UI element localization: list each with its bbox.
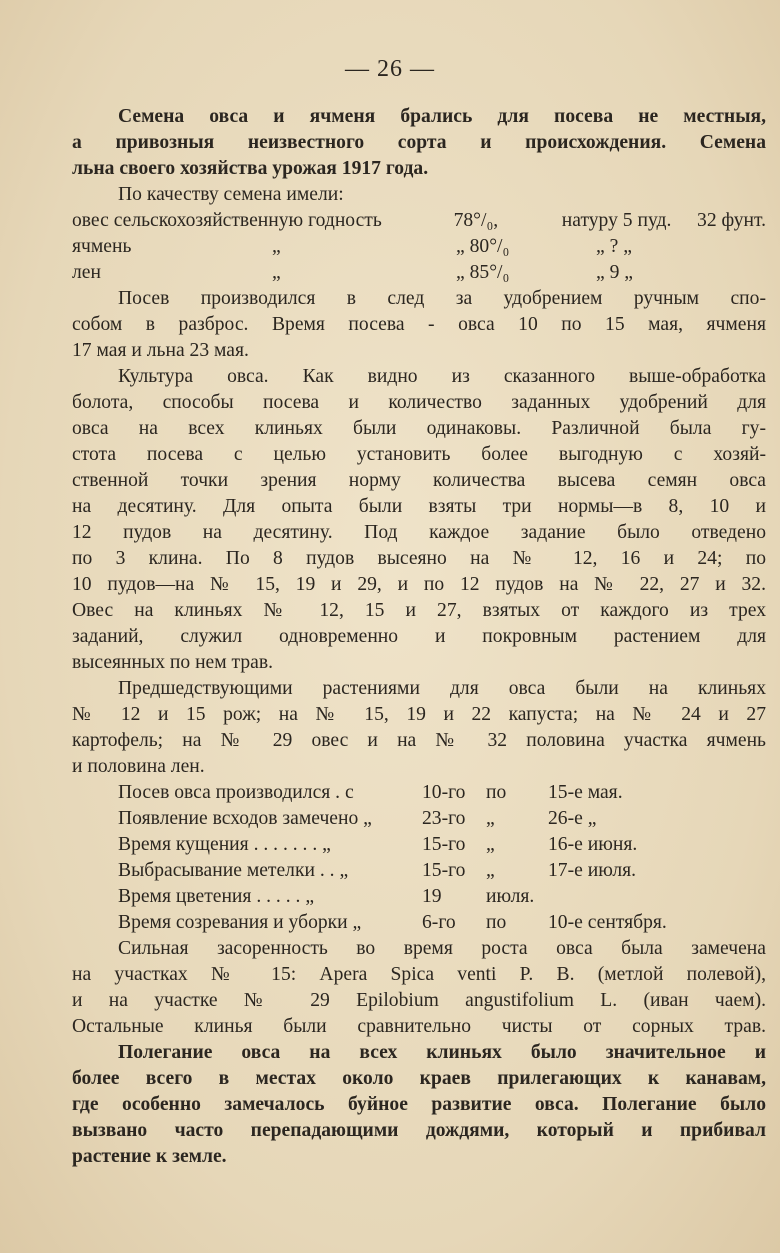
schedule-sep: по	[486, 912, 507, 933]
schedule-from: 15-го	[422, 860, 466, 881]
text-line: Посев производился в след за удобрением ручным спо-	[118, 288, 766, 309]
table-cell: 32 фунт.	[697, 210, 766, 231]
paragraph-sowing	[72, 286, 766, 364]
text-line: собом в разброс. Время посева - овса 10 по 15 мая, ячменя	[72, 314, 766, 335]
table-cell: овес сельскохозяйственную годность	[72, 210, 382, 231]
schedule-row	[118, 832, 766, 858]
text-line: Овес на клиньях № 12, 15 и 27, взятых от каждого из трех	[72, 600, 766, 621]
schedule-row	[118, 806, 766, 832]
text-line: вызвано часто перепадающими дождями, который и прибивал	[72, 1120, 766, 1141]
schedule-stage: Выбрасывание метелки . . „	[118, 860, 349, 881]
table-cell: 78°/₀,	[453, 210, 499, 231]
schedule-from: 23-го	[422, 808, 466, 829]
text-line: 12 пудов на десятину. Под каждое задание было отведено	[72, 522, 766, 543]
text-line: Семена овса и ячменя брались для посева не местныя,	[118, 106, 766, 127]
text-line: а привозныя неизвестного сорта и происхождения. Семена	[72, 132, 766, 153]
table-cell: ячмень	[72, 236, 132, 257]
schedule-stage: Время кущения . . . . . . . „	[118, 834, 331, 855]
text-line: 10 пудов—на № 15, 19 и 29, и по 12 пудов на № 22, 27 и 32.	[72, 574, 766, 595]
text-line: на десятину. Для опыта были взяты три нормы—в 8, 10 и	[72, 496, 766, 517]
table-cell: „ 9 „	[596, 262, 633, 283]
text-line: на участках № 15: Apera Spica venti P. B. (метлой полевой),	[72, 964, 766, 985]
paragraph-seeds	[72, 104, 766, 182]
schedule-from: 19	[422, 886, 442, 907]
schedule-sep: по	[486, 782, 507, 803]
schedule-row	[118, 910, 766, 936]
text-line: и на участке № 29 Epilobium angustifolium L. (иван чаем).	[72, 990, 766, 1011]
schedule-to: 15-е мая.	[548, 782, 623, 803]
text-line: 17 мая и льна 23 мая.	[72, 340, 249, 361]
text-line: по 3 клина. По 8 пудов высеяно на № 12, 16 и 24; по	[72, 548, 766, 569]
table-cell: лен	[72, 262, 101, 283]
paragraph-quality-intro	[72, 182, 766, 208]
page-text	[72, 104, 766, 1170]
text-line: стота посева с целью установить более выгодную с хозяй-	[72, 444, 766, 465]
schedule-stage: Появление всходов замечено „	[118, 808, 372, 829]
table-row	[72, 208, 766, 234]
schedule-stage: Время цветения . . . . . „	[118, 886, 315, 907]
schedule-from: 6-го	[422, 912, 456, 933]
text-line: Предшедствующими растениями для овса были на клиньях	[118, 678, 766, 699]
schedule-from: 15-го	[422, 834, 466, 855]
text-line: заданий, служил одновременно и покровным растением для	[72, 626, 766, 647]
schedule-to: 17-е июля.	[548, 860, 637, 881]
text-line: высеянных по нем трав.	[72, 652, 273, 673]
schedule-row	[118, 780, 766, 806]
text-line: ственной точки зрения норму количества высева семян овса	[72, 470, 766, 491]
quality-table	[72, 208, 766, 286]
table-cell: натуру 5 пуд.	[561, 210, 672, 231]
text-line: Полегание овса на всех клиньях было значительное и	[118, 1042, 766, 1063]
schedule-to: 16-е июня.	[548, 834, 638, 855]
table-cell: „	[272, 236, 281, 257]
schedule-row	[118, 884, 766, 910]
text-line: Культура овса. Как видно из сказанного выше-обработка	[118, 366, 766, 387]
paragraph-lodging	[72, 1040, 766, 1170]
schedule-stage: Время созревания и уборки „	[118, 912, 362, 933]
schedule-stage: Посев овса производился . с	[118, 782, 354, 803]
schedule-row	[118, 858, 766, 884]
schedule-sep: „	[486, 860, 495, 881]
schedule-to: 10-е сентября.	[548, 912, 667, 933]
paragraph-oat-culture	[72, 364, 766, 676]
page-number: — 26 —	[345, 56, 435, 82]
text-line: где особенно замечалось буйное развитие овса. Полегание было	[72, 1094, 766, 1115]
text-line: По качеству семена имели:	[118, 184, 344, 205]
schedule-sep: „	[486, 834, 495, 855]
schedule-to: июля.	[486, 886, 535, 907]
text-line: и половина лен.	[72, 756, 205, 777]
text-line: № 12 и 15 рож; на № 15, 19 и 22 капуста; на № 24 и 27	[72, 704, 766, 725]
growth-schedule	[72, 780, 766, 936]
text-line: болота, способы посева и количество заданных удобрений для	[72, 392, 766, 413]
table-cell: „ 85°/₀	[456, 262, 510, 283]
table-row	[72, 234, 766, 260]
table-cell: „ 80°/₀	[456, 236, 510, 257]
text-line: овса на всех клиньях были одинаковы. Различной была гу-	[72, 418, 766, 439]
schedule-from: 10-го	[422, 782, 466, 803]
text-line: более всего в местах около краев прилегающих к канавам,	[72, 1068, 766, 1089]
paragraph-weeds	[72, 936, 766, 1040]
text-line: картофель; на № 29 овес и на № 32 половина участка ячмень	[72, 730, 766, 751]
table-cell: „	[272, 262, 281, 283]
table-cell: „ ? „	[596, 236, 632, 257]
schedule-sep: „	[486, 808, 495, 829]
table-row	[72, 260, 766, 286]
text-line: Остальные клинья были сравнительно чисты от сорных трав.	[72, 1016, 766, 1037]
schedule-to: 26-е „	[548, 808, 597, 829]
text-line: льна своего хозяйства урожая 1917 года.	[72, 158, 429, 179]
text-line: Сильная засоренность во время роста овса была замечена	[118, 938, 766, 959]
text-line: растение к земле.	[72, 1146, 227, 1167]
paragraph-predecessors	[72, 676, 766, 780]
